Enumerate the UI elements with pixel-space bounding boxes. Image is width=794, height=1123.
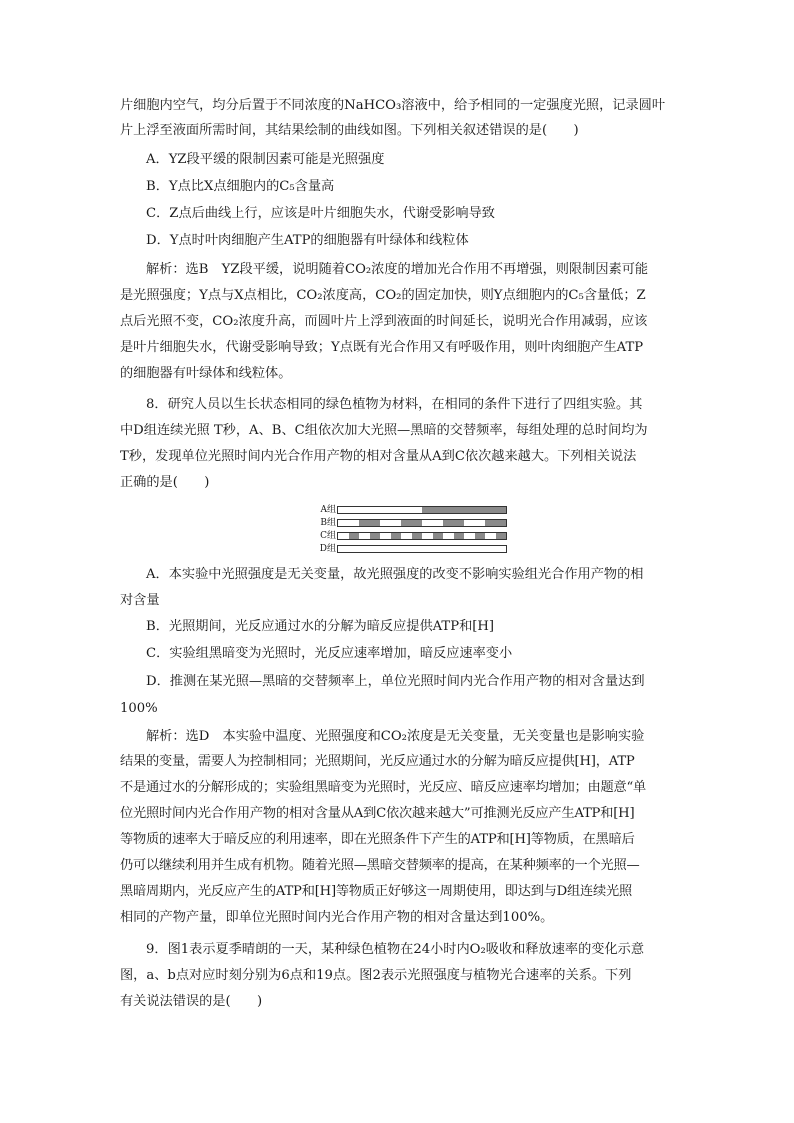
diagram-row	[310, 518, 510, 528]
dark-segment	[349, 533, 360, 539]
dark-segment	[454, 533, 465, 539]
dark-segment	[443, 520, 464, 526]
dark-segment	[401, 520, 422, 526]
analysis-text: 点后光照不变，CO₂浓度升高，而圆叶片上浮到液面的时间延长，说明光合作用减弱，应该	[120, 314, 648, 329]
analysis-text: 位光照时间内光合作用产物的相对含量从A到C依次越来越大”可推测光反应产生ATP和[H]	[120, 806, 635, 821]
option-c: C．实验组黑暗变为光照时，光反应速率增加，暗反应速率变小	[146, 646, 513, 661]
dark-segment	[412, 533, 423, 539]
option-b: B．Y点比X点细胞内的C₅含量高	[146, 179, 335, 194]
analysis-text: 结果的变量，需要人为控制相同；光照期间，光反应通过水的分解为暗反应提供[H]，ATP	[120, 754, 635, 769]
question-8: T秒，发现单位光照时间内光合作用产物的相对含量从A到C依次越来越大。下列相关说法	[120, 449, 637, 464]
analysis-text: 仍可以继续利用并生成有机物。随着光照—黑暗交替频率的提高，在某种频率的一个光照—	[120, 858, 640, 873]
light-dark-diagram	[310, 505, 510, 557]
dark-segment	[359, 520, 380, 526]
dark-segment	[475, 533, 486, 539]
question-9: 9．图1表示夏季晴朗的一天，某种绿色植物在24小时内O₂吸收和释放速率的变化示意	[146, 942, 645, 957]
option-d-cont: 100%	[120, 701, 158, 716]
text-line: 片细胞内空气，均分后置于不同浓度的NaHCO₃溶液中，给予相同的一定强度光照，记录圆叶	[120, 98, 666, 113]
option-d: D．Y点时叶肉细胞产生ATP的细胞器有叶绿体和线粒体	[146, 233, 469, 248]
dark-segment	[485, 520, 506, 526]
diagram-row-label: C组	[320, 531, 336, 541]
option-b: B．光照期间，光反应通过水的分解为暗反应提供ATP和[H]	[146, 619, 495, 634]
question-8: 正确的是( )	[120, 475, 210, 490]
analysis-text: 是叶片细胞失水，代谢受影响导致；Y点既有光合作用又有呼吸作用，则叶肉细胞产生ATP	[120, 340, 644, 355]
question-9: 图，a、b点对应时刻分别为6点和19点。图2表示光照强度与植物光合速率的关系。下列	[120, 968, 632, 983]
diagram-bar	[337, 506, 507, 514]
diagram-bar	[337, 545, 507, 553]
analysis-text: 的细胞器有叶绿体和线粒体。	[120, 366, 292, 381]
analysis-text: 解析：选D 本实验中温度、光照强度和CO₂浓度是无关变量，无关变量也是影响实验	[146, 729, 645, 744]
diagram-bar	[337, 519, 507, 527]
analysis-text: 解析：选B YZ段平缓，说明随着CO₂浓度的增加光合作用不再增强，则限制因素可能	[146, 262, 649, 277]
option-a-cont: 对含量	[120, 593, 160, 608]
analysis-text: 等物质的速率大于暗反应的利用速率，即在光照条件下产生的ATP和[H]等物质，在黑暗后	[120, 832, 635, 847]
dark-segment	[433, 533, 444, 539]
diagram-row-label: D组	[319, 544, 336, 554]
analysis-text: 是光照强度；Y点与X点相比，CO₂浓度高，CO₂的固定加快，则Y点细胞内的C₅含量低；Z	[120, 288, 646, 303]
question-9: 有关说法错误的是( )	[120, 994, 263, 1009]
diagram-row	[310, 531, 510, 541]
option-a: A．本实验中光照强度是无关变量，故光照强度的改变不影响实验组光合作用产物的相	[146, 567, 644, 582]
text-line: 片上浮至液面所需时间，其结果绘制的曲线如图。下列相关叙述错误的是( )	[120, 123, 579, 138]
dark-segment	[422, 507, 506, 513]
diagram-bar	[337, 532, 507, 540]
option-a: A．YZ段平缓的限制因素可能是光照强度	[146, 152, 385, 167]
analysis-text: 不是通过水的分解形成的；实验组黑暗变为光照时，光反应、暗反应速率均增加；由题意“单	[120, 780, 647, 795]
diagram-row	[310, 505, 510, 515]
analysis-text: 相同的产物产量，即单位光照时间内光合作用产物的相对含量达到100%。	[120, 910, 554, 925]
dark-segment	[370, 533, 381, 539]
option-c: C．Z点后曲线上行，应该是叶片细胞失水，代谢受影响导致	[146, 206, 495, 221]
diagram-row	[310, 544, 510, 554]
question-8: 8．研究人员以生长状态相同的绿色植物为材料，在相同的条件下进行了四组实验。其	[146, 397, 643, 412]
diagram-row-label: B组	[320, 518, 336, 528]
diagram-row-label: A组	[320, 505, 336, 515]
analysis-text: 黑暗周期内，光反应产生的ATP和[H]等物质正好够这一周期使用，即达到与D组连续光照	[120, 884, 632, 899]
dark-segment	[391, 533, 402, 539]
dark-segment	[496, 533, 507, 539]
question-8: 中D组连续光照 T秒，A、B、C组依次加大光照—黑暗的交替频率，每组处理的总时间均为	[120, 423, 648, 438]
option-d: D．推测在某光照—黑暗的交替频率上，单位光照时间内光合作用产物的相对含量达到	[146, 674, 645, 689]
